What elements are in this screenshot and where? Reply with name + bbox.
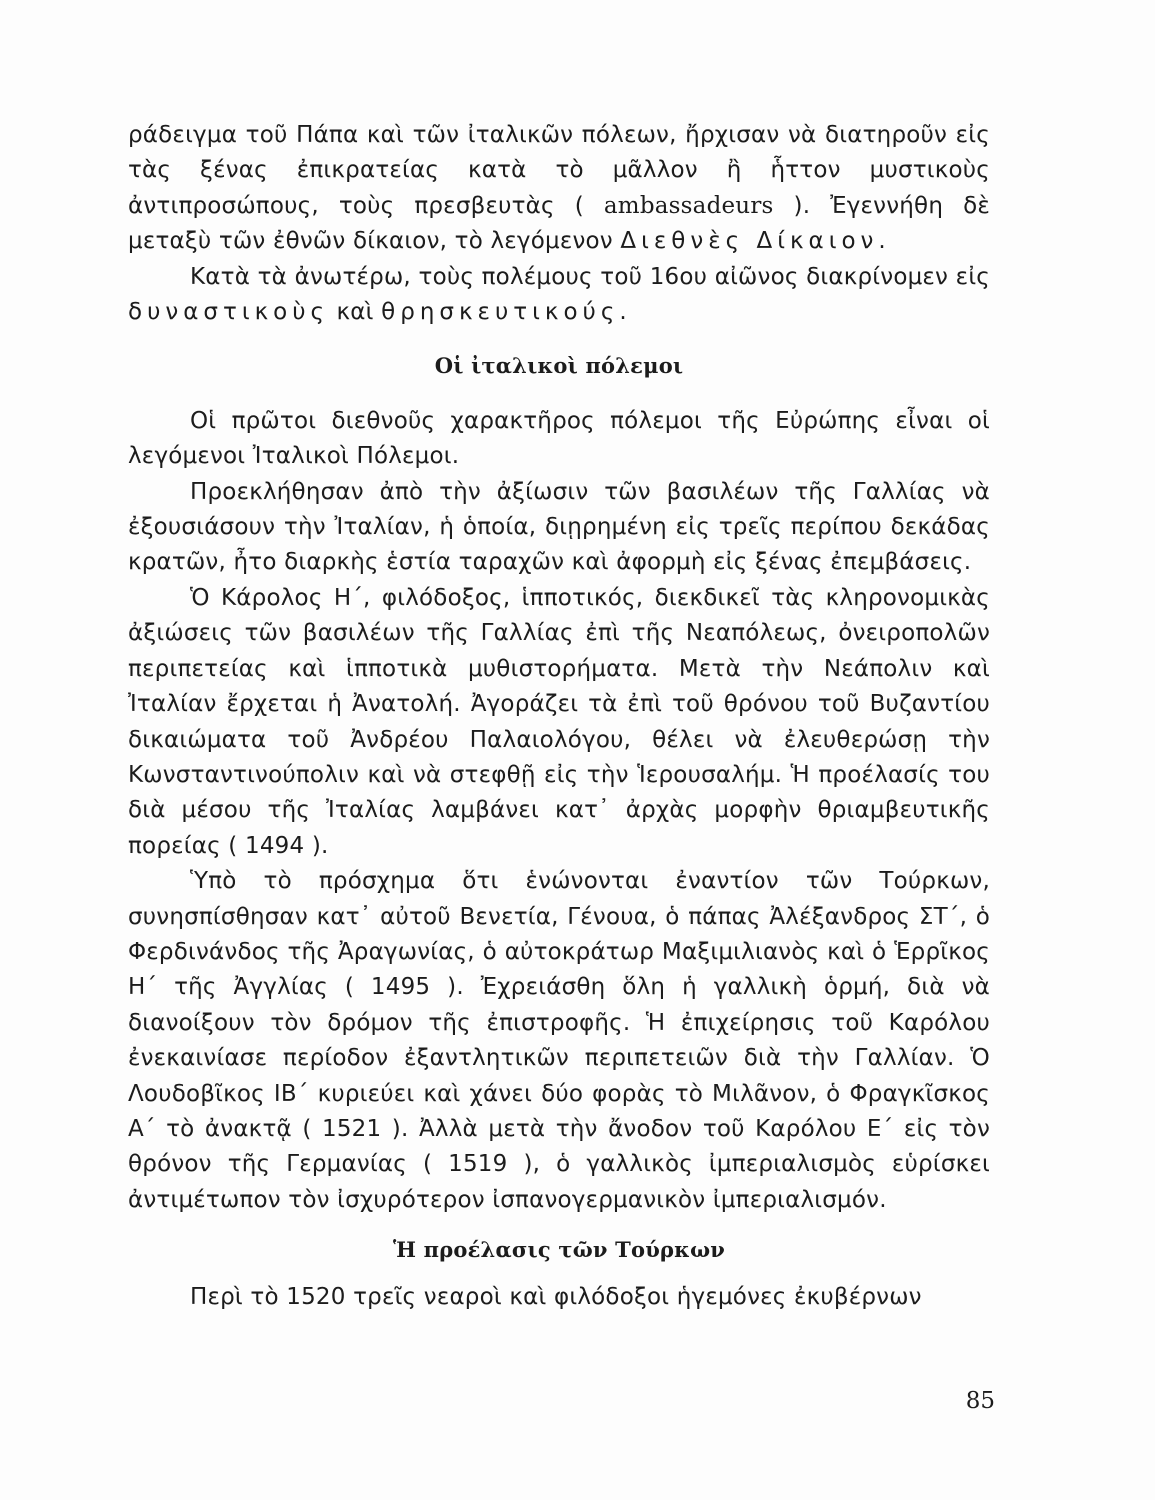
conjunction: καὶ [336,299,374,326]
page-number: 85 [965,1388,995,1414]
section-heading-turkish-advance: Ἡ προέλασις τῶν Τούρκων [392,1237,726,1263]
paragraph-6: Ὑπὸ τὸ πρόσχημα ὅτι ἑνώνονται ἐναντίον τῶν Τούρκων, συνησπίσθησαν κατ᾿ αὐτοῦ Βενετία, Γένουα, ὁ πάπας Ἀλέξανδρος ΣΤ΄, ὁ Φερδινάνδος τῆς Ἀραγωνίας, ὁ αὐτοκράτωρ Μαξιμιλιανὸς καὶ ὁ Ἑρρῖκος Η΄ τῆς Ἀγγλίας ( 1495 ). Ἐχρειάσθη ὅλη ἡ γαλλικὴ ὁρμή, διὰ νὰ διανοίξουν τὸν δρόμον τῆς ἐπιστροφῆς. Ἡ ἐπιχείρησις τοῦ Καρόλου ἐνεκαινίασε περίοδον ἐξαντλητικῶν περιπετειῶν διὰ τὴν Γαλλίαν. Ὁ Λουδοβῖκος ΙΒ΄ κυριεύει καὶ χάνει δύο φορὰς τὸ Μιλᾶνον, ὁ Φραγκῖσκος Α΄ τὸ ἀνακτᾷ ( 1521 ). Ἀλλὰ μετὰ τὴν ἄνοδον τοῦ Καρόλου Ε΄ εἰς τὸν θρόνον τῆς Γερμανίας ( 1519 ), ὁ γαλλικὸς ἰμπεριαλισμὸς εὑρίσκει ἀντιμέτωπον τὸν ἰσχυρότερον ἰσπανογερμανικὸν ἰμπεριαλισμόν. [128,868,990,1213]
paragraph-3: Οἱ πρῶτοι διεθνοῦς χαρακτῆρος πόλεμοι τῆς Εὐρώπης εἶναι οἱ λεγόμενοι Ἰταλικοὶ Πόλεμοι. [128,407,990,470]
emphasized-term-dynastic: δυναστικοὺς [128,299,330,326]
paragraph-1-text: ράδειγμα τοῦ Πάπα καὶ τῶν ἰταλικῶν πόλεων, ἤρχισαν νὰ διατηροῦν εἰς τὰς ξένας ἐπικρατείας κατὰ τὸ μᾶλλον ἢ ἧττον μυστικοὺς ἀντιπροσώπους, τοὺς πρεσβευτὰς ( [128,122,990,219]
emphasized-term-religious: θρησκευτικούς. [381,299,632,326]
paragraph-2 [128,260,990,331]
section-heading-italian-wars: Οἱ ἰταλικοὶ πόλεμοι [434,353,684,379]
paragraph-4: Προεκλήθησαν ἀπὸ τὴν ἀξίωσιν τῶν βασιλέων τῆς Γαλλίας νὰ ἐξουσιάσουν τὴν Ἰταλίαν, ἡ ὁποία, διῃρημένη εἰς τρεῖς περίπου δεκάδας κρατῶν, ἦτο διαρκὴς ἑστία ταραχῶν καὶ ἀφορμὴ εἰς ξένας ἐπεμβάσεις. [128,478,990,576]
paragraph-7: Περὶ τὸ 1520 τρεῖς νεαροὶ καὶ φιλόδοξοι ἡγεμόνες ἐκυβέρνων [190,1283,922,1310]
paragraph-2-text: Κατὰ τὰ ἀνωτέρω, τοὺς πολέμους τοῦ 16ου αἰῶνος διακρίνομεν εἰς [190,263,990,290]
paragraph-5: Ὁ Κάρολος Η΄, φιλόδοξος, ἱπποτικός, διεκδικεῖ τὰς κληρονομικὰς ἀξιώσεις τῶν βασιλέων τῆς Γαλλίας ἐπὶ τῆς Νεαπόλεως, ὀνειροπολῶν περιπετείας καὶ ἱπποτικὰ μυθιστορήματα. Μετὰ τὴν Νεάπολιν καὶ Ἰταλίαν ἔρχεται ἡ Ἀνατολή. Ἀγοράζει τὰ ἐπὶ τοῦ θρόνου τοῦ Βυζαντίου δικαιώματα τοῦ Ἀνδρέου Παλαιολόγου, θέλει νὰ ἐλευθερώσῃ τὴν Κωνσταντινούπολιν καὶ νὰ στεφθῇ εἰς τὴν Ἱερουσαλήμ. Ἡ προέλασίς του διὰ μέσου τῆς Ἰταλίας λαμβάνει κατ᾿ ἀρχὰς μορφὴν θριαμβευτικῆς πορείας ( 1494 ). [128,584,990,859]
body-text [128,118,990,1315]
paragraph-1 [128,118,990,260]
emphasized-term-international-law: Διεθνὲς Δίκαιον. [620,228,891,255]
paragraph-1-text-2: ). Ἐγεννήθη δὲ μεταξὺ τῶν ἐθνῶν δίκαιον, τὸ λεγόμενον [128,192,991,255]
latin-term: ambassadeurs [603,192,774,219]
